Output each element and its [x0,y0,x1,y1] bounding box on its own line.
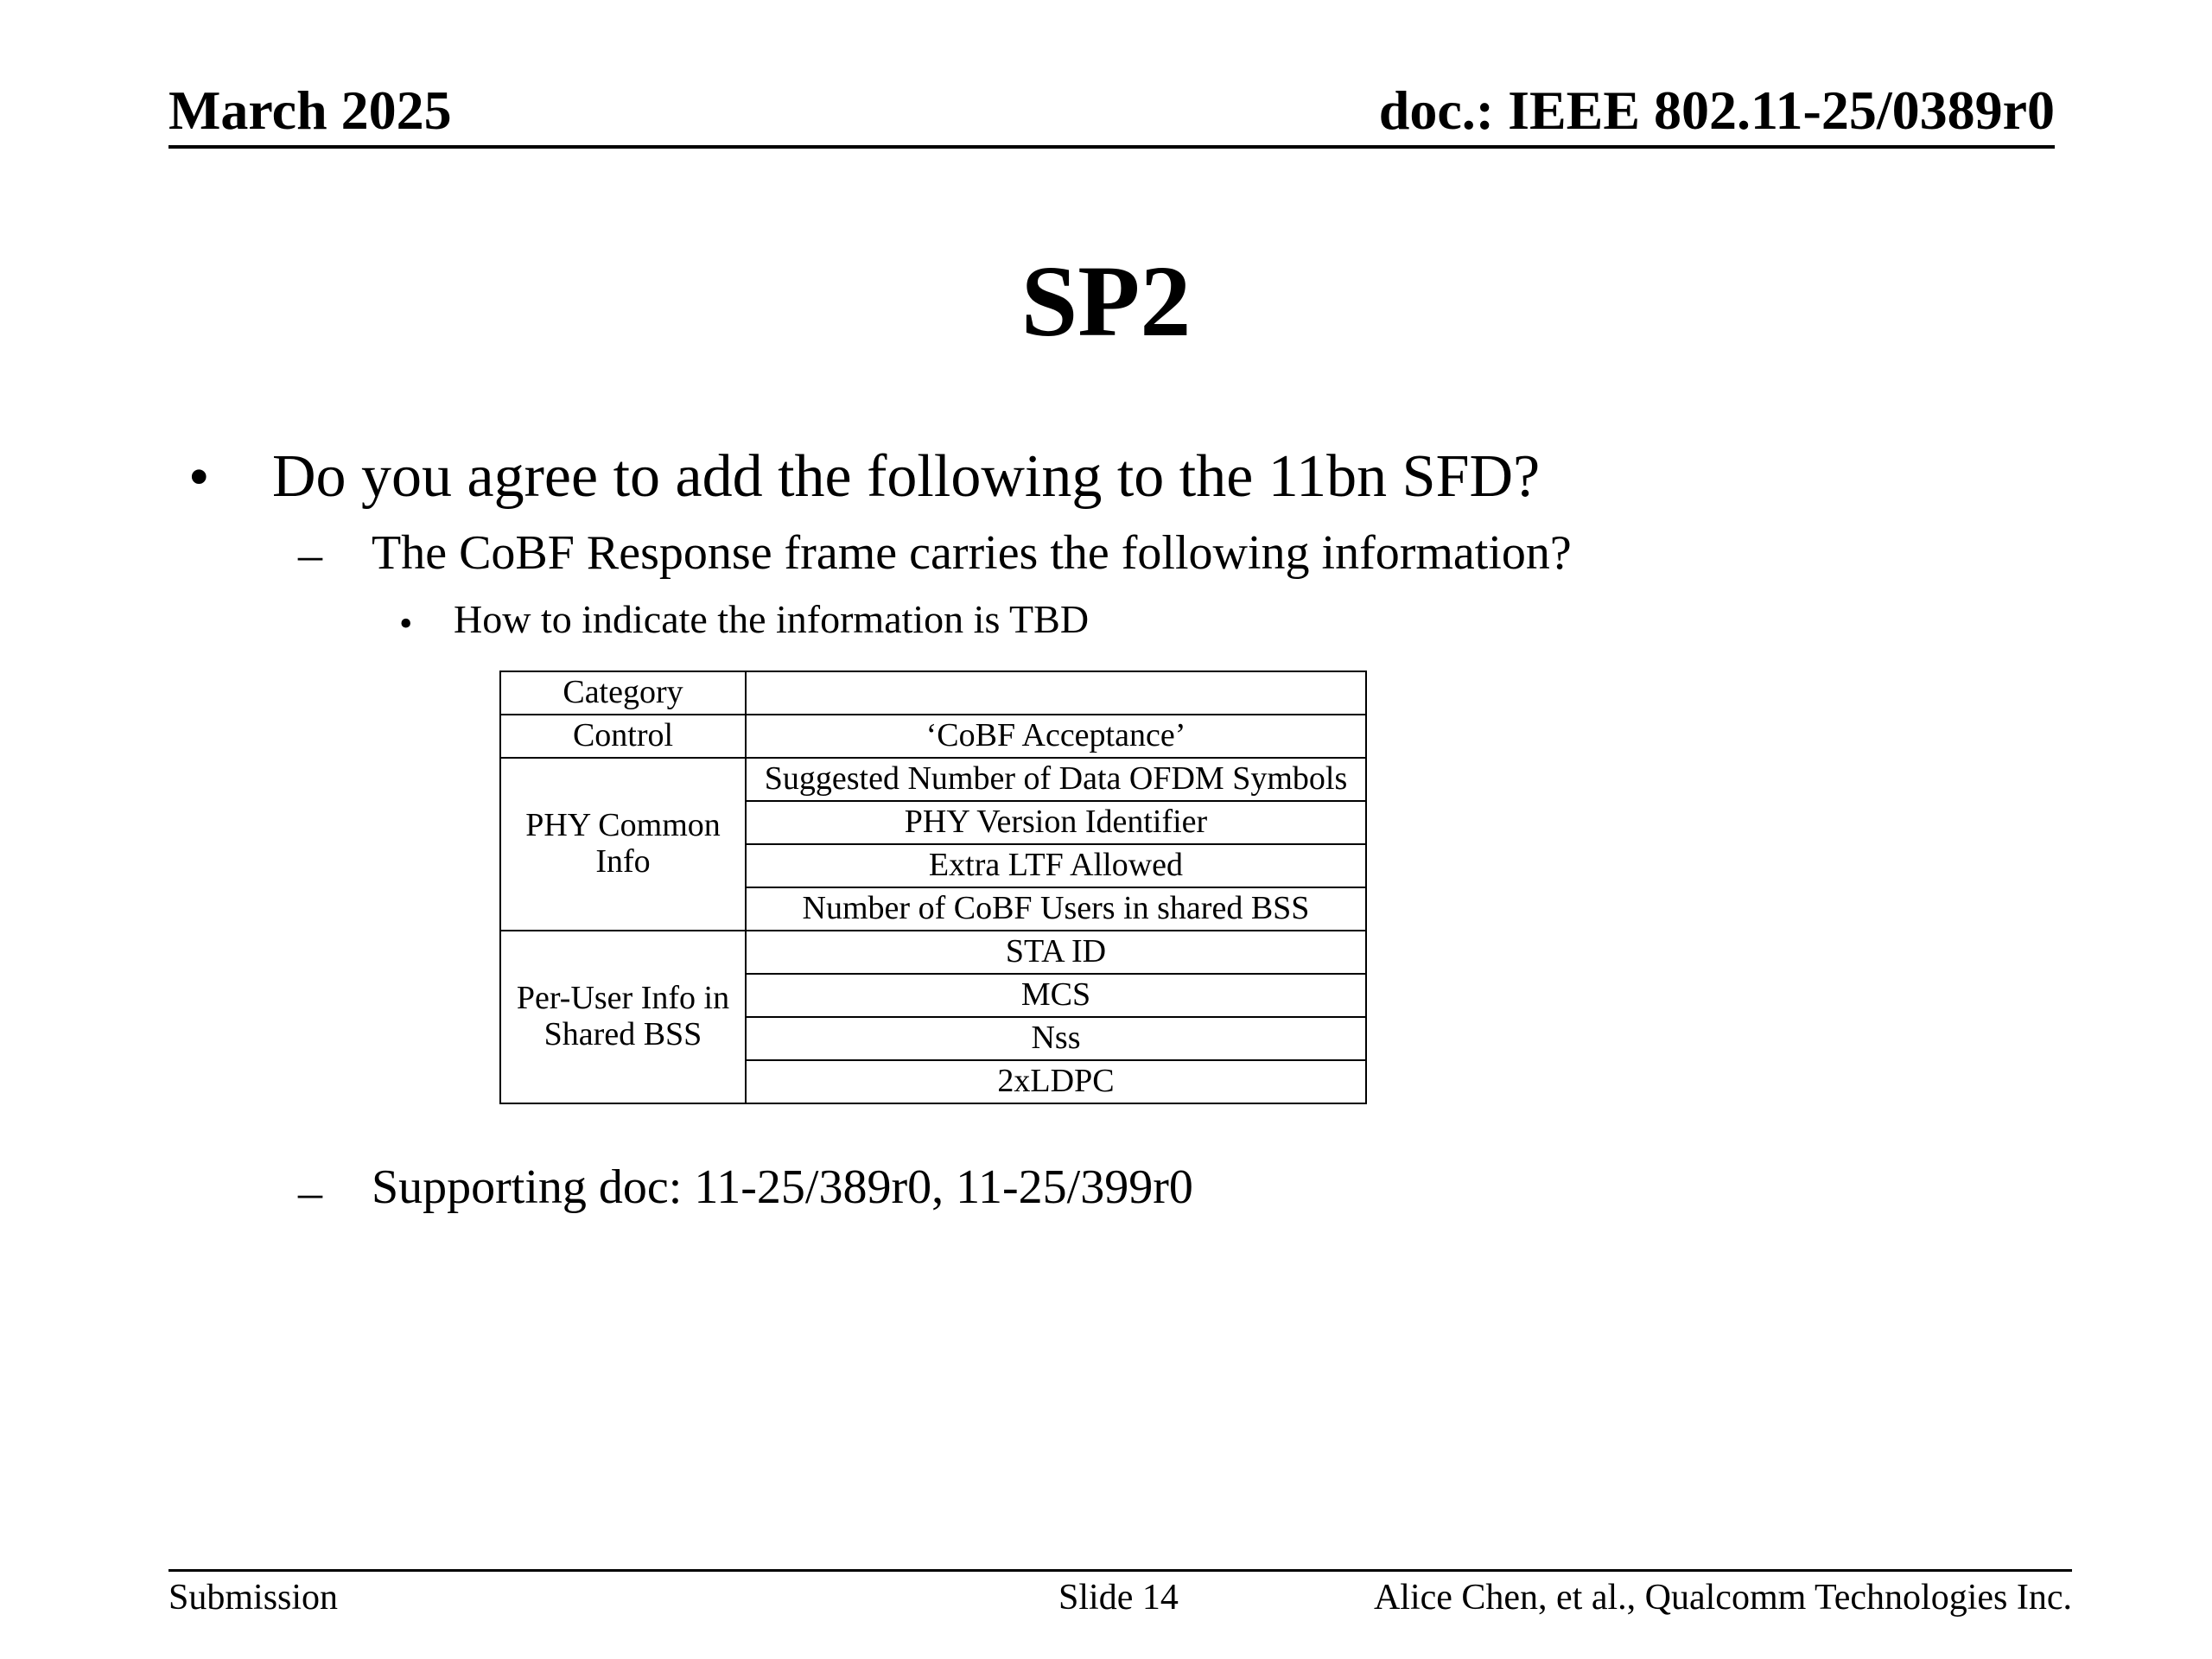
footer-rule [168,1569,2072,1572]
table-row [500,758,1366,801]
subpoint-frame-info: The CoBF Response frame carries the following information? [372,526,1572,580]
category-value [746,671,1366,715]
cobf-info-table [499,671,1367,1104]
control-value: ‘CoBF Acceptance’ [746,715,1366,758]
dash-glyph: – [298,528,322,582]
supporting-docs: Supporting doc: 11-25/389r0, 11-25/399r0 [372,1160,1193,1214]
per-user-row: 2xLDPC [746,1060,1366,1103]
footer-authors: Alice Chen, et al., Qualcomm Technologies Inc. [1373,1578,2072,1618]
per-user-label: Per-User Info in Shared BSS [500,931,746,1103]
slide-title: SP2 [1020,245,1192,358]
bullet-glyph: • [188,444,210,511]
phy-common-row: Extra LTF Allowed [746,844,1366,887]
header-rule [168,145,2055,149]
per-user-row: Nss [746,1017,1366,1060]
phy-common-row: Suggested Number of Data OFDM Symbols [746,758,1366,801]
table-row [500,931,1366,974]
phy-common-label: PHY Common Info [500,758,746,931]
header-doc-id: doc.: IEEE 802.11-25/0389r0 [1378,79,2055,141]
table-row [500,715,1366,758]
per-user-row: MCS [746,974,1366,1017]
footer-submission: Submission [168,1578,339,1618]
category-label: Category [500,671,746,715]
sub-bullet-glyph: • [399,602,413,645]
dash-glyph: – [298,1166,322,1219]
subpoint-tbd: How to indicate the information is TBD [454,597,1090,641]
footer-slide-number: Slide 14 [1058,1578,1179,1618]
phy-common-row: Number of CoBF Users in shared BSS [746,887,1366,931]
header-date: March 2025 [168,79,452,141]
table-row [500,671,1366,715]
control-label: Control [500,715,746,758]
question-text: Do you agree to add the following to the 11bn SFD? [272,443,1541,510]
phy-common-row: PHY Version Identifier [746,801,1366,844]
per-user-row: STA ID [746,931,1366,974]
